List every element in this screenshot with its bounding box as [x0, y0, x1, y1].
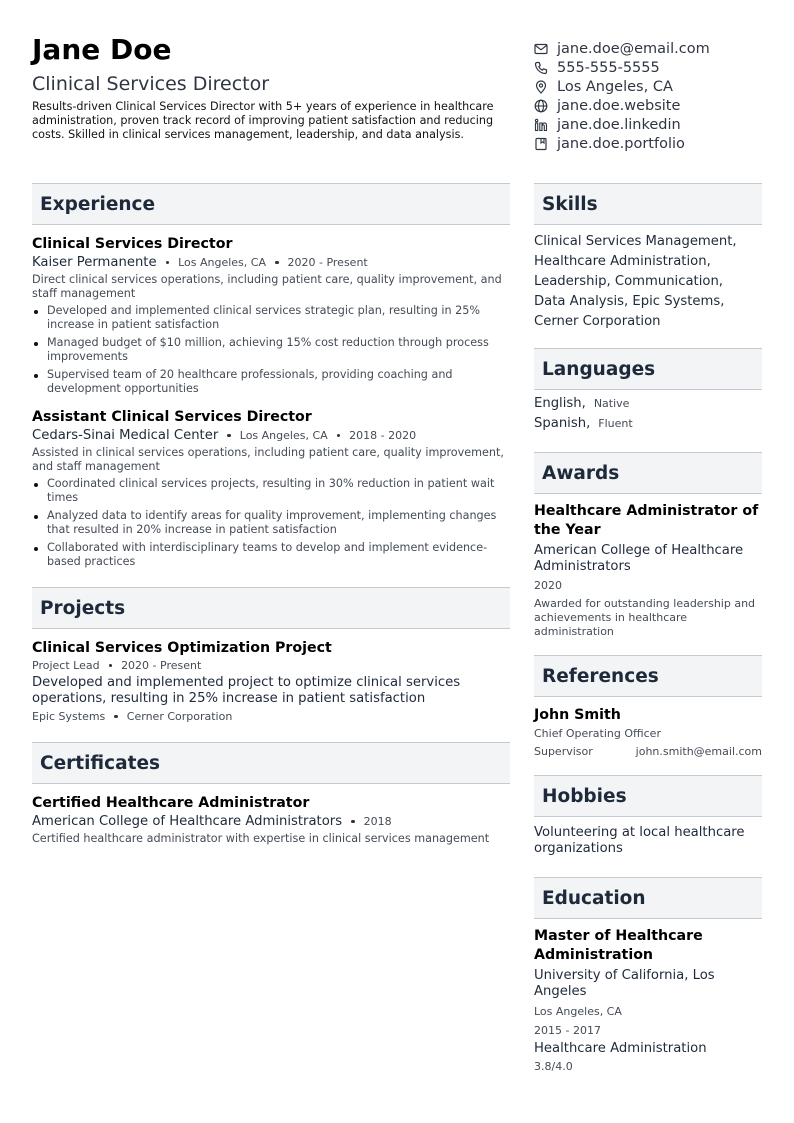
separator-dot: [109, 664, 113, 668]
contact-portfolio[interactable]: [534, 134, 774, 153]
main-column: [32, 183, 510, 846]
candidate-title: Clinical Services Director: [32, 73, 270, 95]
education-field: Healthcare Administration: [534, 1041, 707, 1056]
reference-entry: [534, 706, 762, 759]
language-item: [534, 396, 762, 416]
education-school: University of California, Los Angeles: [534, 968, 715, 999]
experience-entry: [32, 235, 510, 396]
languages-list: [534, 396, 762, 436]
separator-dot: [227, 434, 231, 438]
job-title: Assistant Clinical Services Director: [32, 409, 312, 425]
separator-dot: [114, 715, 118, 719]
certificate-title: Certified Healthcare Administrator: [32, 795, 310, 811]
certificate-entry: [32, 794, 510, 846]
education-heading: Education: [534, 877, 762, 919]
mail-icon: [534, 42, 548, 56]
contact-list: [534, 39, 774, 153]
education-entry: [534, 927, 762, 1074]
job-location: Los Angeles, CA: [178, 256, 266, 269]
globe-icon: [534, 99, 548, 113]
award-title: Healthcare Administrator of the Year: [534, 503, 759, 538]
education-location: Los Angeles, CA: [534, 1005, 622, 1018]
contact-location: [534, 77, 774, 96]
contact-phone-text: 555-555-5555: [557, 59, 660, 76]
contact-location-text: Los Angeles, CA: [557, 78, 673, 95]
contact-website[interactable]: [534, 96, 774, 115]
achievement-item: Managed budget of $10 million, achieving 15% cost reduction through process improvements: [32, 336, 510, 364]
achievement-item: Collaborated with interdisciplinary teams to develop and implement evidence-based practices: [32, 541, 510, 569]
project-meta: [32, 659, 510, 672]
languages-heading: Languages: [534, 348, 762, 390]
portfolio-icon: [534, 137, 548, 151]
certificate-description: Certified healthcare administrator with expertise in clinical services management: [32, 832, 490, 845]
language-level: Fluent: [598, 417, 633, 430]
contact-linkedin[interactable]: [534, 115, 774, 134]
skills-list: [534, 232, 762, 332]
job-dates: 2018 - 2020: [349, 429, 417, 442]
awards-heading: Awards: [534, 452, 762, 494]
skills-line: Data Analysis, Epic Systems,: [534, 294, 725, 309]
separator-dot: [351, 820, 355, 824]
job-title: Clinical Services Director: [32, 236, 233, 252]
separator-dot: [337, 434, 341, 438]
contact-email-text: jane.doe@email.com: [557, 40, 710, 57]
award-year: 2020: [534, 579, 562, 592]
achievement-item: Supervised team of 20 healthcare professionals, providing coaching and development opportunities: [32, 368, 510, 396]
project-title: Clinical Services Optimization Project: [32, 640, 332, 656]
contact-email[interactable]: [534, 39, 774, 58]
award-entry: [534, 502, 762, 639]
job-achievements: [32, 304, 510, 396]
contact-website-text: jane.doe.website: [557, 97, 681, 114]
achievement-item: Analyzed data to identify areas for quality improvement, implementing changes that resulted in 20% increase in patient satisfaction: [32, 509, 510, 537]
project-tools: [32, 710, 510, 723]
separator-dot: [275, 261, 279, 265]
hobbies-text: Volunteering at local healthcare organizations: [534, 825, 745, 856]
experience-heading: Experience: [32, 183, 510, 225]
location-pin-icon: [534, 80, 548, 94]
reference-name: John Smith: [534, 707, 621, 723]
certificates-heading: Certificates: [32, 742, 510, 784]
award-organization: American College of Healthcare Administrators: [534, 543, 744, 574]
job-achievements: [32, 477, 510, 569]
skills-line: Cerner Corporation: [534, 314, 661, 329]
job-meta: [32, 255, 510, 270]
achievement-item: Coordinated clinical services projects, resulting in 30% reduction in patient wait times: [32, 477, 510, 505]
hobbies-heading: Hobbies: [534, 775, 762, 817]
project-tool: Cerner Corporation: [126, 710, 233, 723]
resume-header: [32, 30, 512, 143]
job-dates: 2020 - Present: [287, 256, 368, 269]
candidate-name: Jane Doe: [32, 33, 172, 66]
skills-line: Leadership, Communication,: [534, 274, 723, 289]
certificate-issuer: American College of Healthcare Administrators: [32, 814, 343, 829]
contact-linkedin-text: jane.doe.linkedin: [557, 116, 681, 133]
language-item: [534, 416, 762, 436]
education-dates: 2015 - 2017: [534, 1024, 601, 1037]
references-heading: References: [534, 655, 762, 697]
certificate-year: 2018: [363, 815, 392, 828]
project-role: Project Lead: [32, 659, 100, 672]
company-name: Kaiser Permanente: [32, 255, 157, 270]
projects-heading: Projects: [32, 587, 510, 629]
linkedin-icon: [534, 118, 548, 132]
contact-portfolio-text: jane.doe.portfolio: [557, 135, 685, 152]
skills-line: Healthcare Administration,: [534, 254, 711, 269]
job-description: Assisted in clinical services operations, including patient care, quality improvement, and staff management: [32, 446, 504, 473]
experience-entry: [32, 408, 510, 569]
reference-email[interactable]: john.smith@email.com: [635, 745, 762, 758]
skills-heading: Skills: [534, 183, 762, 225]
job-description: Direct clinical services operations, including patient care, quality improvement, and staff management: [32, 273, 502, 300]
education-degree: Master of Healthcare Administration: [534, 928, 703, 963]
sidebar-column: [534, 183, 762, 1074]
project-entry: [32, 639, 510, 723]
reference-relation: Supervisor: [534, 745, 593, 758]
language-name: Spanish,: [534, 416, 591, 431]
reference-details: [534, 745, 762, 759]
project-dates: 2020 - Present: [121, 659, 202, 672]
certificate-meta: [32, 814, 510, 829]
award-description: Awarded for outstanding leadership and achievements in healthcare administration: [534, 597, 756, 638]
language-name: English,: [534, 396, 586, 411]
summary-text: Results-driven Clinical Services Director with 5+ years of experience in healthcare administration, proven track record of improving patient satisfaction and reducing costs. Skilled in clinical services management, leadership, and data analysis.: [32, 100, 494, 142]
phone-icon: [534, 61, 548, 75]
separator-dot: [166, 261, 170, 265]
language-level: Native: [593, 397, 630, 410]
project-description: Developed and implemented project to optimize clinical services operations, resulting in 25% increase in patient satisfaction: [32, 675, 461, 706]
company-name: Cedars-Sinai Medical Center: [32, 428, 219, 443]
job-meta: [32, 428, 510, 443]
reference-position: Chief Operating Officer: [534, 727, 661, 740]
project-tool: Epic Systems: [32, 710, 106, 723]
achievement-item: Developed and implemented clinical services strategic plan, resulting in 25% increase in patient satisfaction: [32, 304, 510, 332]
education-gpa: 3.8/4.0: [534, 1060, 573, 1073]
skills-line: Clinical Services Management,: [534, 234, 737, 249]
contact-phone[interactable]: [534, 58, 774, 77]
job-location: Los Angeles, CA: [239, 429, 328, 442]
